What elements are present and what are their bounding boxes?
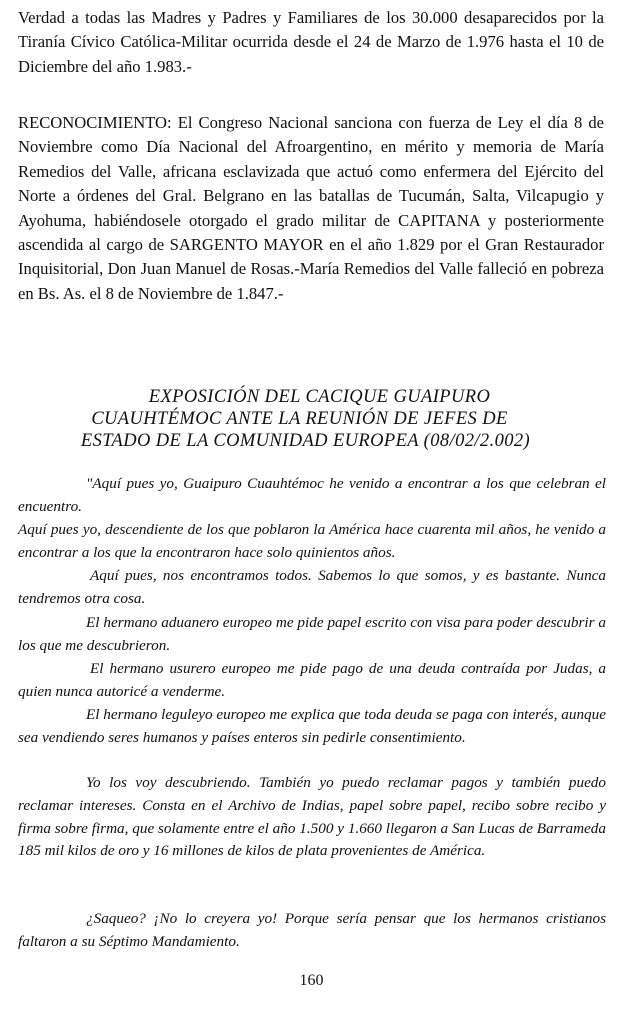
quote-paragraph bbox=[18, 565, 606, 611]
section-title-line-2: CUAUHTÉMOC ANTE LA REUNIÓN DE JEFES DE bbox=[91, 409, 508, 429]
quote-text: El hermano aduanero europeo me pide papel escrito con visa para poder descubrir a los que me descubrieron. bbox=[18, 614, 606, 654]
quote-text: El hermano leguleyo europeo me explica que toda deuda se paga con interés, aunque sea vendiendo seres humanos y países enteros sin pedirle consentimiento. bbox=[18, 706, 606, 746]
paragraph-reconocimiento: RECONOCIMIENTO: El Congreso Nacional sanciona con fuerza de Ley el día 8 de Noviembre como Día Nacional del Afroargentino, en mérito y memoria de María Remedios del Valle, africana esclavizada que actuó como enfermera del Ejército del Norte a órdenes del Gral. Belgrano en las batallas de Tucumán, Salta, Vilcapugio y Ayohuma, habiéndosele otorgado el grado militar de CAPITANA y posteriormente ascendida al cargo de SARGENTO MAYOR en el año 1.829 por el Gran Restaurador Inquisitorial, Don Juan Manuel de Rosas.-María Remedios del Valle falleció en pobreza en Bs. As. el 8 de Noviembre de 1.847.- bbox=[18, 113, 604, 303]
quote-text: El hermano usurero europeo me pide pago de una deuda contraída por Judas, a quien nunca autoricé a venderme. bbox=[18, 660, 606, 700]
quote-paragraph bbox=[18, 772, 606, 863]
section-title-line-3: ESTADO DE LA COMUNIDAD EUROPEA (08/02/2.002) bbox=[80, 431, 531, 451]
quote-text: Yo los voy descubriendo. También yo puedo reclamar pagos y también puedo reclamar intereses. Consta en el Archivo de Indias, papel sobre papel, recibo sobre recibo y firma sobre firma, que solamente entre el año 1.500 y 1.660 llegaron a San Lucas de Barrameda 185 mil kilos de oro y 16 millones de kilos de plata provenientes de América. bbox=[18, 774, 606, 860]
quote-paragraph bbox=[18, 704, 606, 750]
quote-text: "Aquí pues yo, Guaipuro Cuauhtémoc he venido a encontrar a los que celebran el encuentro. bbox=[18, 475, 606, 515]
quote-paragraph bbox=[18, 908, 606, 954]
quote-paragraph bbox=[18, 473, 606, 519]
quote-text: Aquí pues, nos encontramos todos. Sabemos lo que somos, y es bastante. Nunca tendremos otra cosa. bbox=[18, 567, 606, 607]
quote-paragraph bbox=[18, 658, 606, 704]
paragraph-verdad: Verdad a todas las Madres y Padres y Familiares de los 30.000 desaparecidos por la Tiranía Cívico Católica-Militar ocurrida desde el 24 de Marzo de 1.976 hasta el 10 de Diciembre del año 1.983.- bbox=[18, 8, 604, 76]
section-title-line-1: EXPOSICIÓN DEL CACIQUE GUAIPURO bbox=[148, 387, 491, 407]
quote-text: ¿Saqueo? ¡No lo creyera yo! Porque sería pensar que los hermanos cristianos faltaron a su Séptimo Mandamiento. bbox=[18, 910, 606, 950]
quote-text: Aquí pues yo, descendiente de los que poblaron la América hace cuarenta mil años, he venido a encontrar a los que la encontraron hace solo quinientos años. bbox=[18, 521, 606, 561]
page-number: 160 bbox=[299, 972, 324, 989]
quote-paragraph bbox=[18, 612, 606, 658]
quote-paragraph bbox=[18, 519, 606, 565]
